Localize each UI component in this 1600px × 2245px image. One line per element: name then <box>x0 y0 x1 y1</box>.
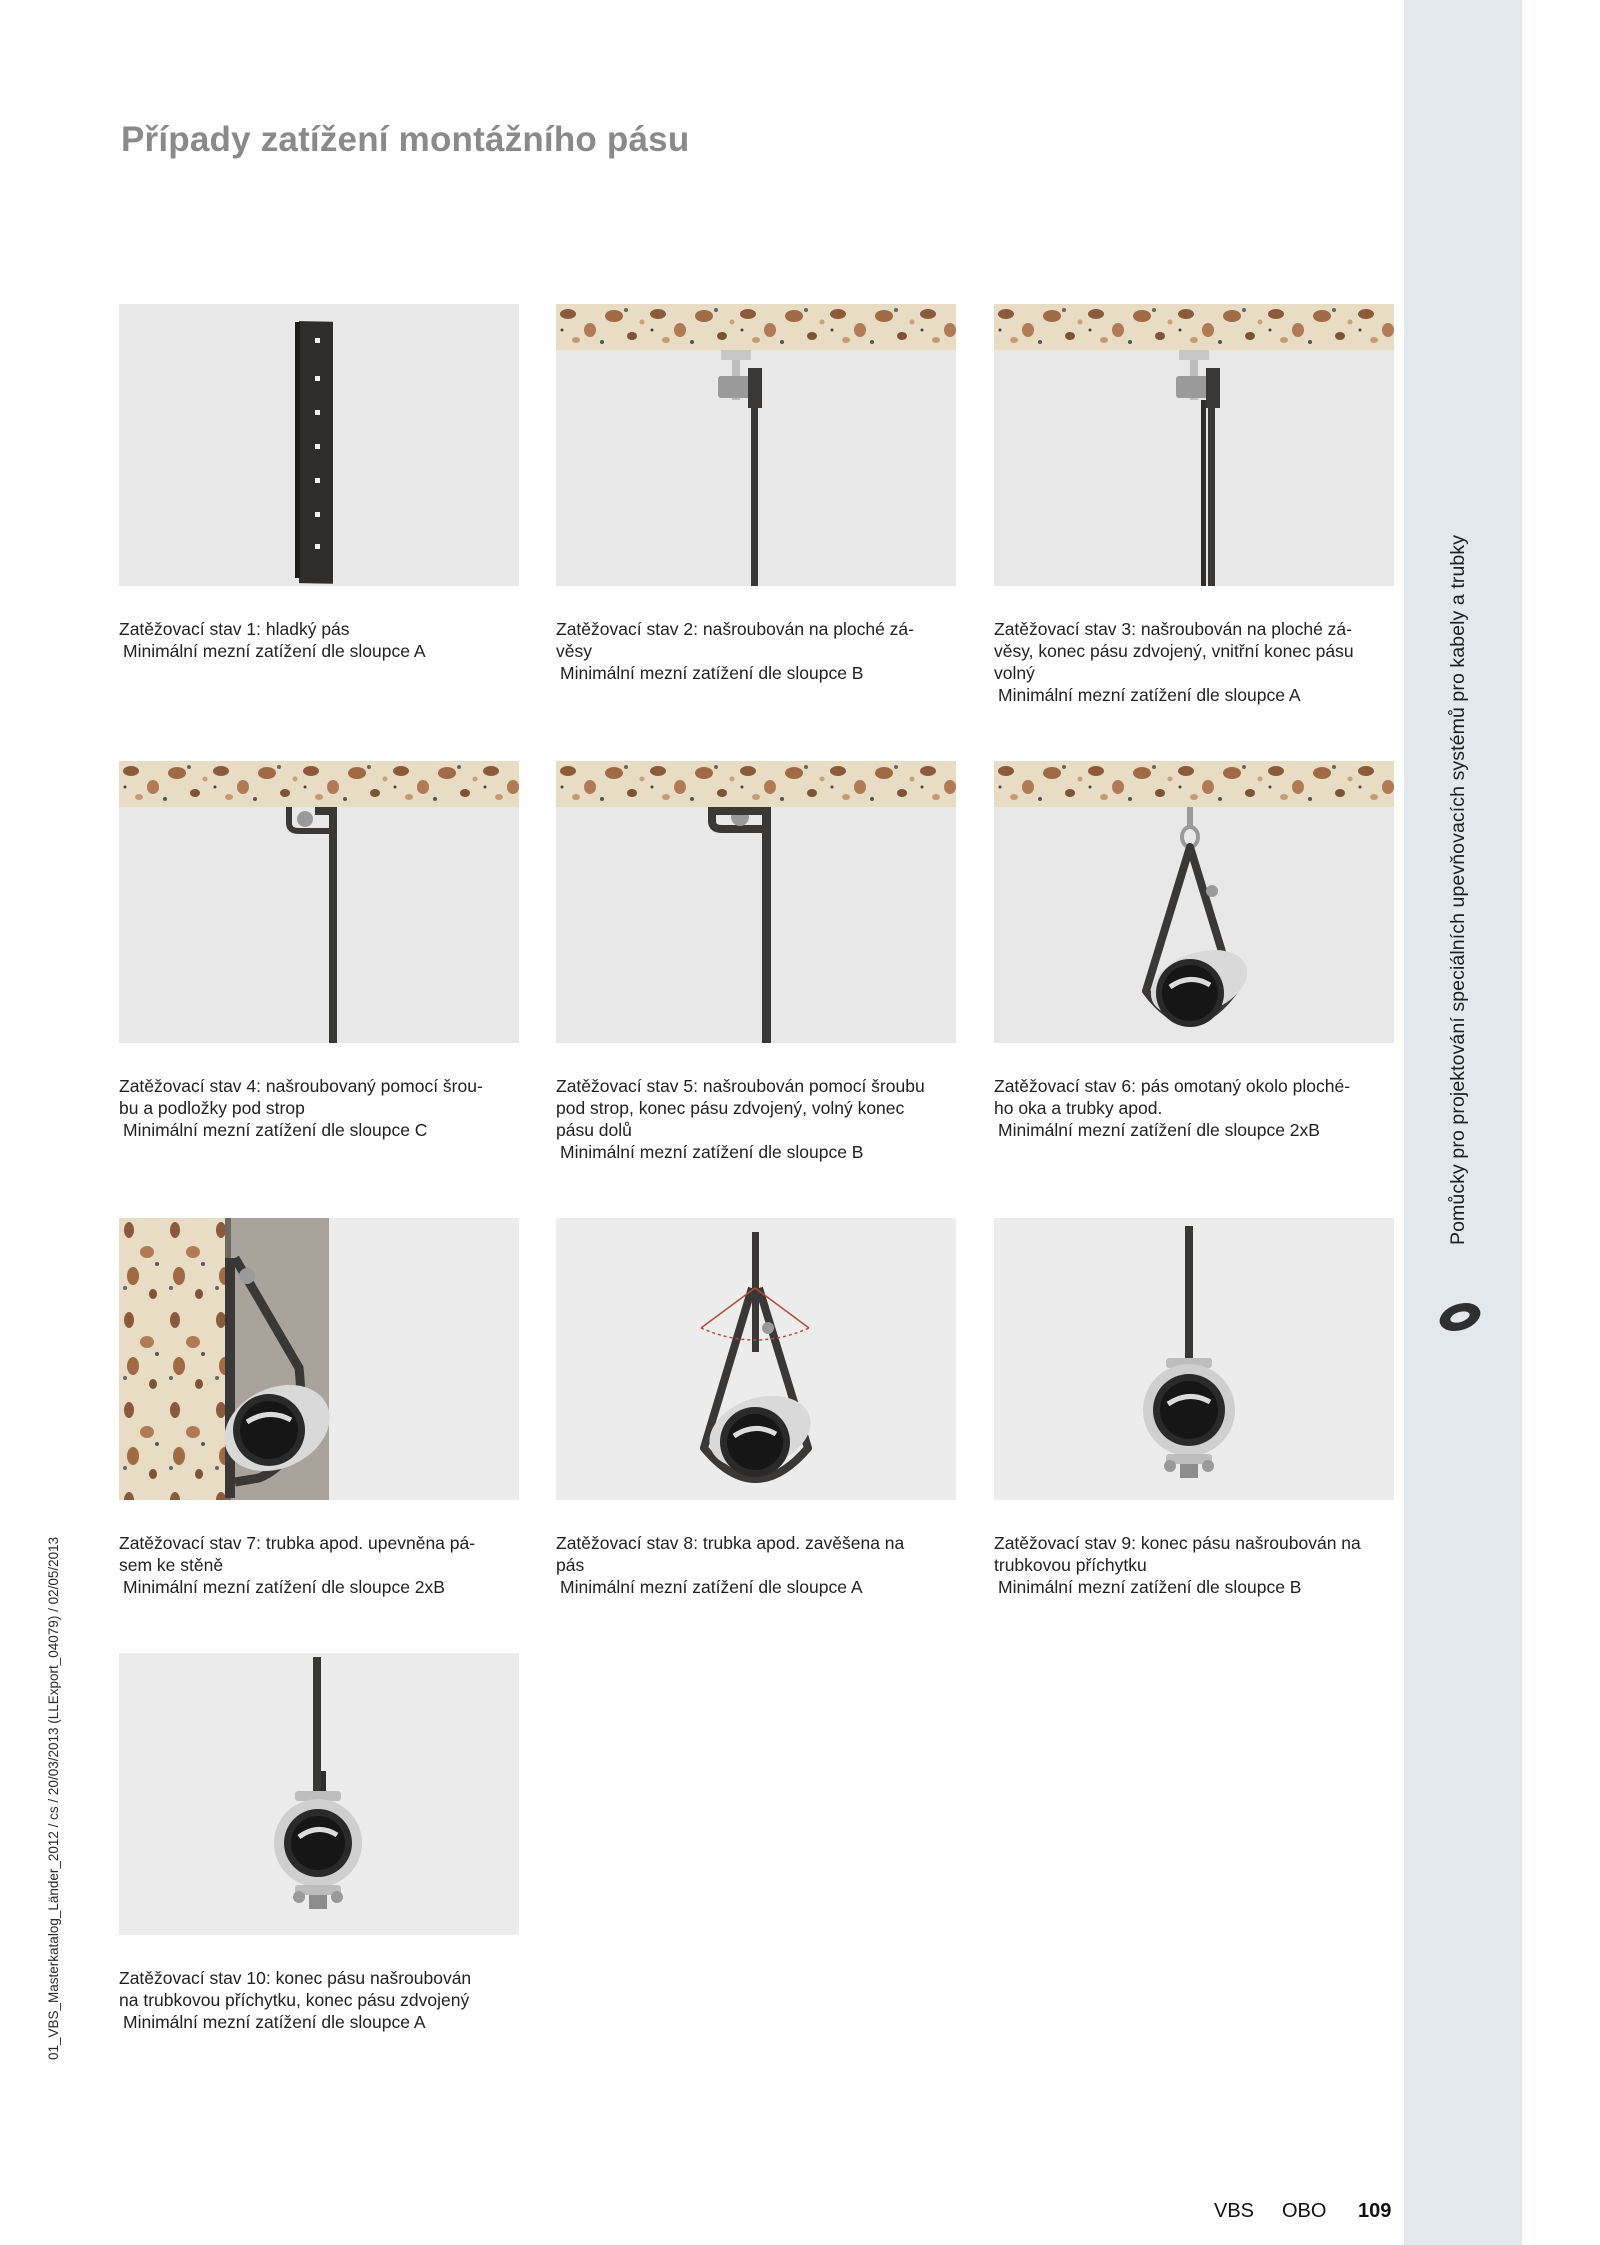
case-8-line-3: Minimální mezní zatížení dle sloupce A <box>560 1577 863 1597</box>
case-5-line-3: pásu dolů <box>556 1120 632 1140</box>
page-number: 109 <box>1358 2200 1392 2222</box>
case-10-caption <box>119 1967 519 2033</box>
case-1-image <box>119 304 519 586</box>
case-9-line-1: Zatěžovací stav 9: konec pásu našroubován na <box>994 1533 1361 1553</box>
case-2-line-2: věsy <box>556 641 592 661</box>
case-10-image <box>119 1653 519 1935</box>
case-8-caption <box>556 1532 956 1598</box>
case-8-image <box>556 1218 956 1500</box>
case-9-image <box>994 1218 1394 1500</box>
strap-screwed-pipe-clamp-doubled-icon <box>119 1653 519 1935</box>
strap-screwed-pipe-clamp-icon <box>994 1218 1394 1500</box>
case-2-caption <box>556 618 956 684</box>
footer-brand: OBO <box>1282 2200 1327 2222</box>
case-4-line-1: Zatěžovací stav 4: našroubovaný pomocí šrou- <box>119 1076 483 1096</box>
case-4-line-3: Minimální mezní zatížení dle sloupce C <box>123 1120 428 1140</box>
strap-screw-washer-ceiling-icon <box>119 761 519 1043</box>
case-10-line-1: Zatěžovací stav 10: konec pásu našroubován <box>119 1968 472 1988</box>
obo-logo-icon <box>1436 1300 1484 1334</box>
pipe-hung-on-strap-icon <box>556 1218 956 1500</box>
case-7-line-2: sem ke stěně <box>119 1555 224 1575</box>
case-5-line-4: Minimální mezní zatížení dle sloupce B <box>560 1142 864 1162</box>
case-3-line-4: Minimální mezní zatížení dle sloupce A <box>998 685 1301 705</box>
page-title: Případy zatížení montážního pásu <box>121 120 690 159</box>
strap-screw-doubled-end-down-icon <box>556 761 956 1043</box>
case-5-line-1: Zatěžovací stav 5: našroubován pomocí šroubu <box>556 1076 925 1096</box>
case-4-line-2: bu a podložky pod strop <box>119 1098 305 1118</box>
case-3-line-3: volný <box>994 663 1035 683</box>
case-3-image <box>994 304 1394 586</box>
case-6-line-1: Zatěžovací stav 6: pás omotaný okolo ploché- <box>994 1076 1351 1096</box>
footer-section: VBS <box>1214 2200 1255 2222</box>
case-4-image <box>119 761 519 1043</box>
case-4-caption <box>119 1075 519 1141</box>
case-5-image <box>556 761 956 1043</box>
case-2-line-1: Zatěžovací stav 2: našroubován na ploché zá- <box>556 619 914 639</box>
case-7-line-1: Zatěžovací stav 7: trubka apod. upevněna pá- <box>119 1533 476 1553</box>
sidebar-section-title: Pomůcky pro projektování speciálních upevňovacích systémů pro kabely a trubky <box>1447 534 1469 1245</box>
case-5-caption <box>556 1075 956 1163</box>
case-7-caption <box>119 1532 519 1598</box>
case-1-caption <box>119 618 519 662</box>
strap-wrapped-eye-pipe-icon <box>994 761 1394 1043</box>
strap-screwed-flat-hanger-icon <box>556 304 956 586</box>
strap-screwed-flat-hanger-doubled-icon <box>994 304 1394 586</box>
case-3-line-1: Zatěžovací stav 3: našroubován na ploché zá- <box>994 619 1352 639</box>
case-1-line-2: Minimální mezní zatížení dle sloupce A <box>123 641 426 661</box>
case-2-line-3: Minimální mezní zatížení dle sloupce B <box>560 663 864 683</box>
case-10-line-2: na trubkovou příchytku, konec pásu zdvojený <box>119 1990 470 2010</box>
case-7-image <box>119 1218 519 1500</box>
case-5-line-2: pod strop, konec pásu zdvojený, volný konec <box>556 1098 905 1118</box>
case-7-line-3: Minimální mezní zatížení dle sloupce 2xB <box>123 1577 445 1597</box>
pipe-strap-wall-icon <box>119 1218 519 1500</box>
case-3-caption <box>994 618 1394 706</box>
case-6-caption <box>994 1075 1394 1141</box>
case-9-caption <box>994 1532 1394 1598</box>
case-6-image <box>994 761 1394 1043</box>
case-3-line-2: věsy, konec pásu zdvojený, vnitřní konec pásu <box>994 641 1354 661</box>
catalog-meta: 01_VBS_Masterkatalog_Länder_2012 / cs / 20/03/2013 (LLExport_04079) / 02/05/2013 <box>46 1536 61 2060</box>
case-9-line-2: trubkovou příchytku <box>994 1555 1147 1575</box>
case-9-line-3: Minimální mezní zatížení dle sloupce B <box>998 1577 1302 1597</box>
case-8-line-1: Zatěžovací stav 8: trubka apod. zavěšena na <box>556 1533 905 1553</box>
case-1-line-1: Zatěžovací stav 1: hladký pás <box>119 619 350 639</box>
case-8-line-2: pás <box>556 1555 585 1575</box>
case-6-line-2: ho oka a trubky apod. <box>994 1098 1163 1118</box>
flat-strap-icon <box>119 304 519 586</box>
case-6-line-3: Minimální mezní zatížení dle sloupce 2xB <box>998 1120 1320 1140</box>
case-2-image <box>556 304 956 586</box>
case-10-line-3: Minimální mezní zatížení dle sloupce A <box>123 2012 426 2032</box>
